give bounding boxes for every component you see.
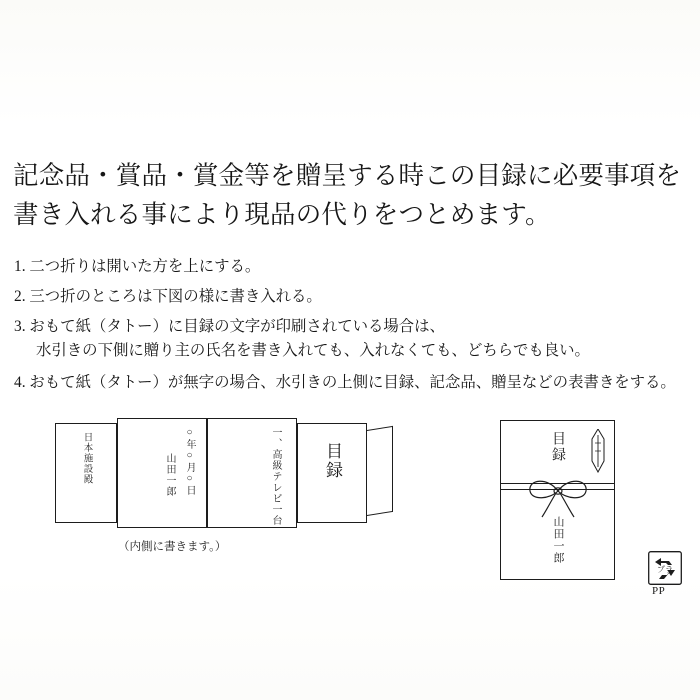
pp-label: PP xyxy=(652,585,666,597)
recycle-mark-text: プラ xyxy=(657,565,673,574)
panel-date-text: ○年○月○日 xyxy=(184,427,195,496)
panel-fold-flap xyxy=(367,426,393,516)
panel-title-text: 目録 xyxy=(323,442,342,480)
recycle-plastic-icon xyxy=(648,551,682,585)
instruction-item-3: 3. おもて紙（タトー）に目録の文字が印刷されている場合は、 xyxy=(14,318,445,335)
headline-line-2: 書き入れる事により現品の代りをつとめます。 xyxy=(13,200,551,229)
envelope-title xyxy=(501,431,614,463)
panel-recipient xyxy=(55,423,117,523)
panel-title xyxy=(297,423,367,523)
panel-title-inner xyxy=(298,442,366,485)
diagram-caption: （内側に書きます。） xyxy=(118,541,227,553)
panel-item xyxy=(207,418,297,528)
instruction-item-1: 1. 二つ折りは開いた方を上にする。 xyxy=(14,258,261,275)
instruction-item-3-continued: 水引きの下側に贈り主の氏名を書き入れても、入れなくても、どちらでも良い。 xyxy=(36,342,590,359)
panel-recipient-text: 日本施設殿 xyxy=(81,432,92,485)
mizuhiki-bow-icon xyxy=(522,473,594,519)
instruction-item-2: 2. 三つ折のところは下図の様に書き入れる。 xyxy=(14,288,322,305)
instruction-item-4: 4. おもて紙（タトー）が無字の場合、水引きの上側に目録、記念品、贈呈などの表書きをする。 xyxy=(14,374,676,391)
envelope-title-text: 目録 xyxy=(550,431,565,463)
diagram-envelope xyxy=(500,420,615,580)
panel-recipient-inner xyxy=(56,432,116,516)
headline-line-1: 記念品・賞品・賞金等を贈呈する時この目録に必要事項を xyxy=(13,161,682,190)
panel-item-text: 一、高級テレビ一台 xyxy=(270,427,281,526)
envelope-sender-text: 山田一郎 xyxy=(552,516,564,564)
panel-sender-text: 山田一郎 xyxy=(164,453,175,497)
panel-date-sender xyxy=(117,418,207,528)
diagram-folded-catalog xyxy=(55,415,395,535)
envelope-sender xyxy=(501,516,614,564)
